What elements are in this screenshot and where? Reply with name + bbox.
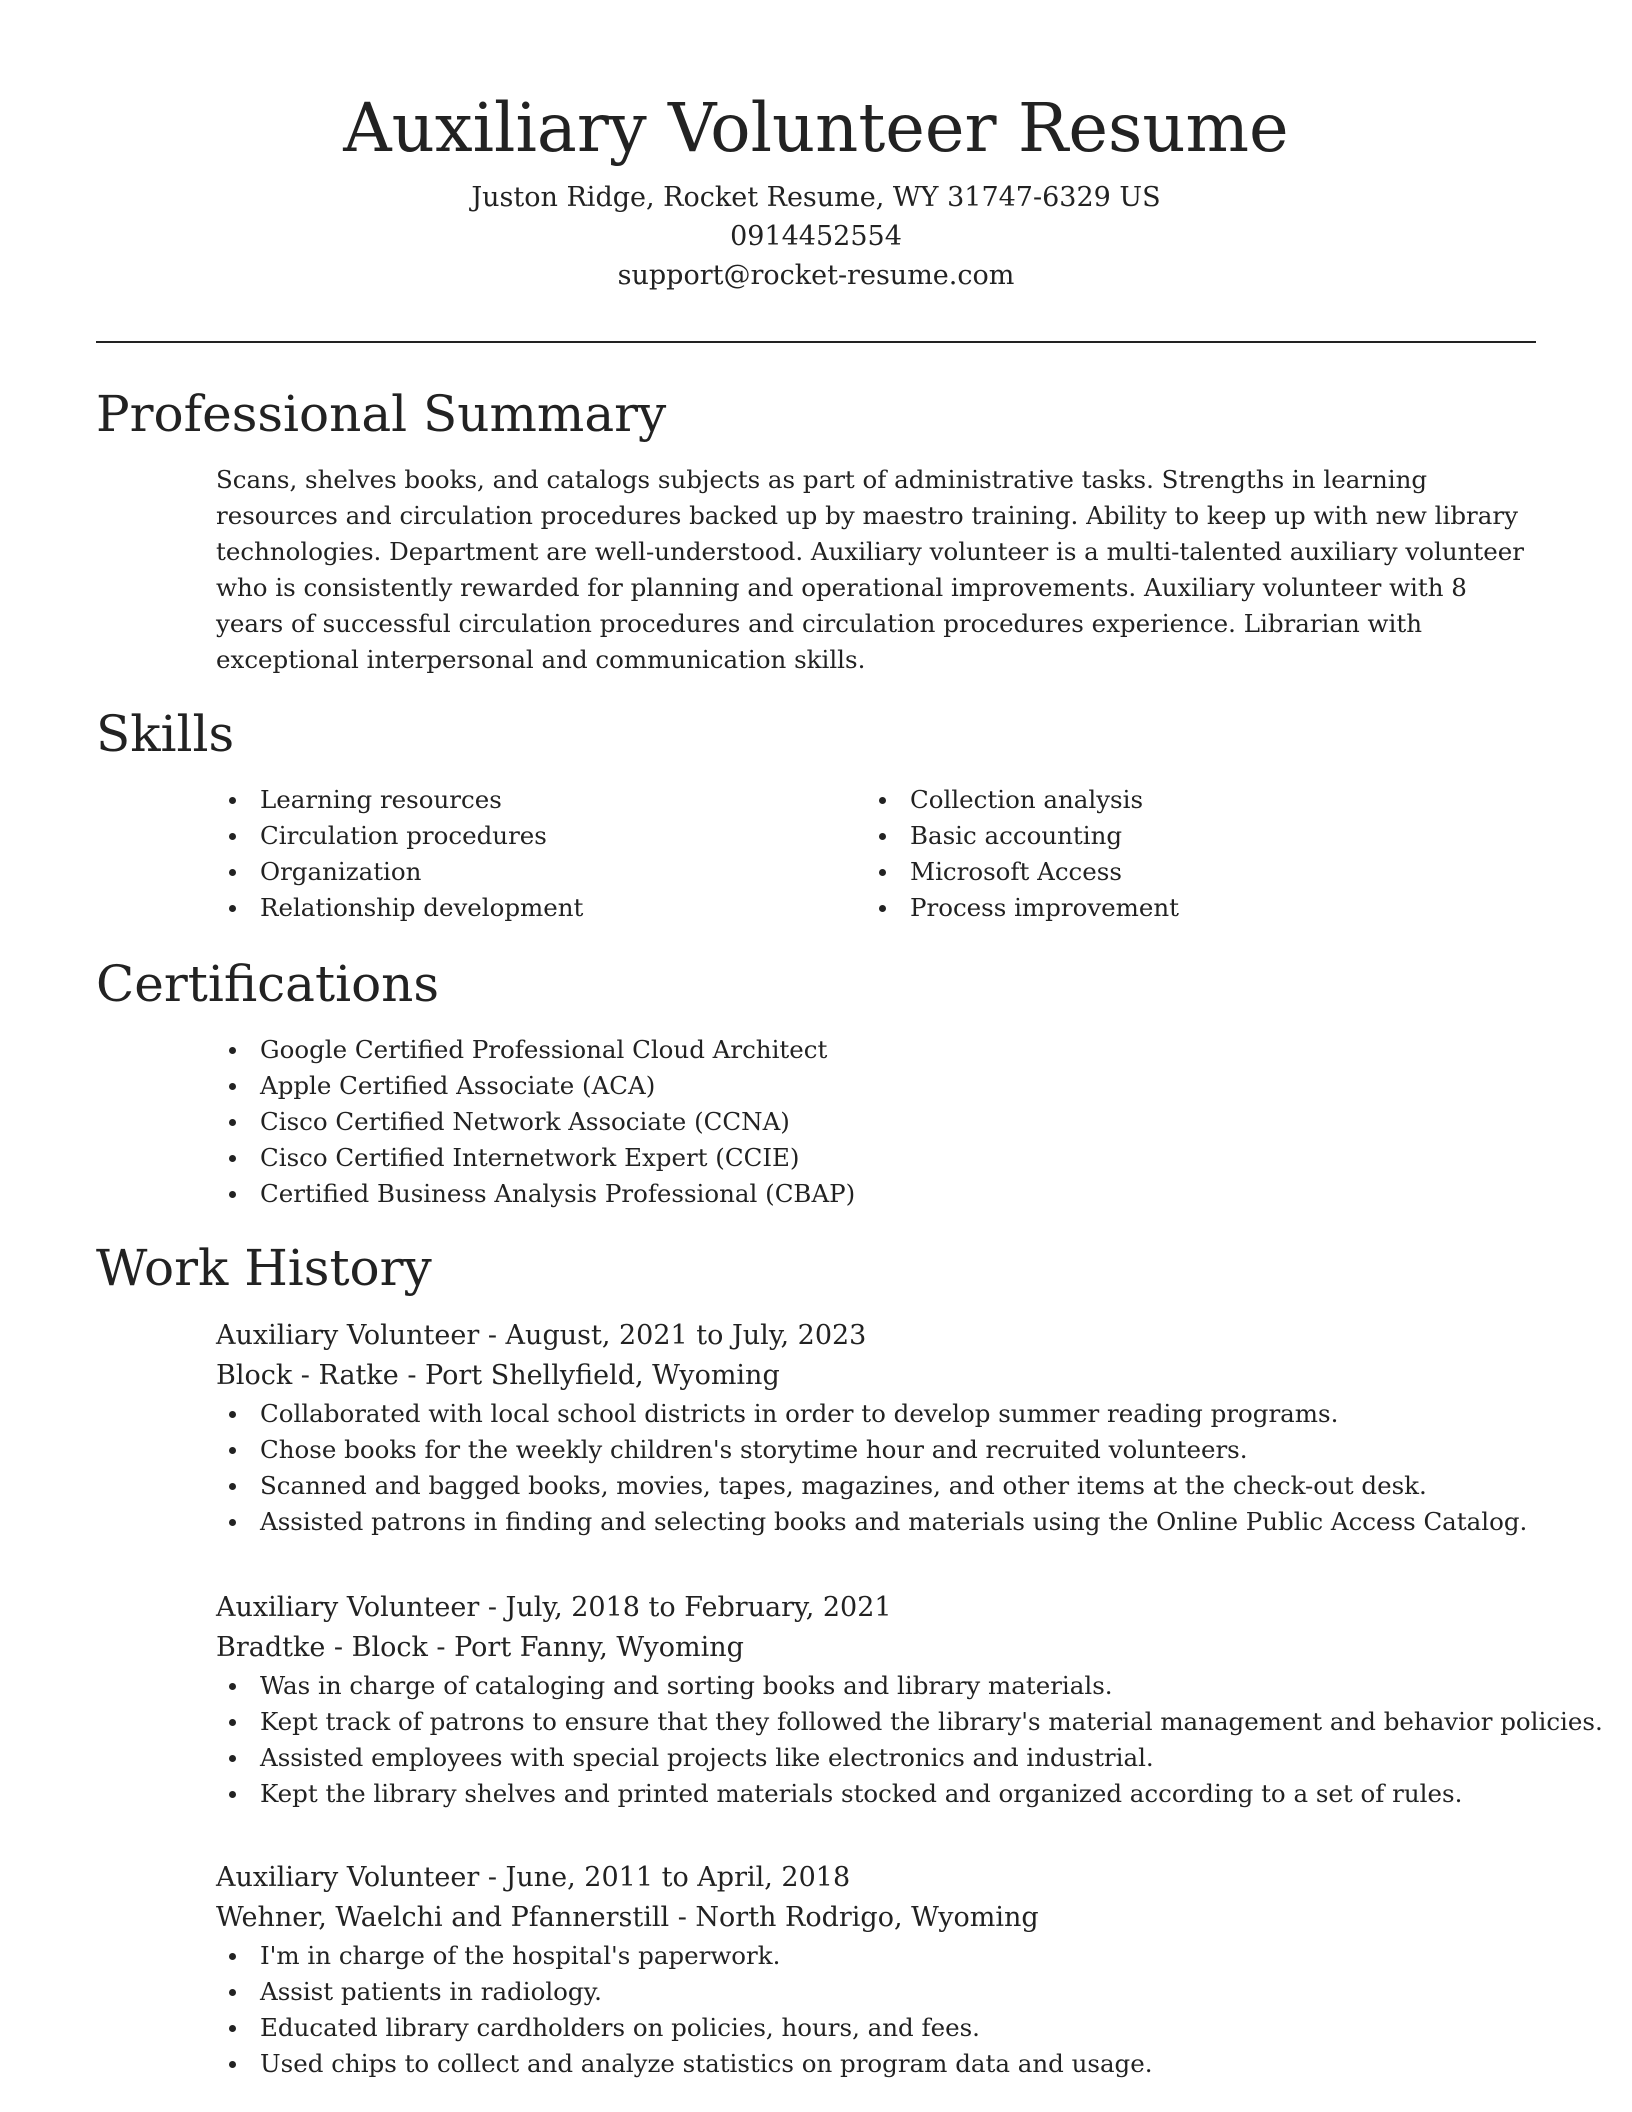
list-item: Apple Certified Associate (ACA)	[216, 1068, 855, 1104]
list-item: Certified Business Analysis Professional (CBAP)	[216, 1176, 855, 1212]
resume-header	[96, 80, 1536, 295]
list-item: Educated library cardholders on policies, hours, and fees.	[216, 2010, 1538, 2046]
job-title-line: Auxiliary Volunteer - July, 2018 to February, 2021	[216, 1592, 892, 1623]
list-item: Used chips to collect and analyze statistics on program data and usage.	[216, 2046, 1538, 2082]
skills-column-left	[216, 782, 856, 926]
contact-email: support@rocket-resume.com	[617, 260, 1015, 291]
list-item: Relationship development	[216, 890, 856, 926]
list-item: Assisted patrons in finding and selecting books and materials using the Online Public Access Catalog.	[216, 1504, 1538, 1540]
list-item: Chose books for the weekly children's storytime hour and recruited volunteers.	[216, 1432, 1538, 1468]
job-entry	[216, 1316, 1538, 1540]
list-item: Collaborated with local school districts in order to develop summer reading programs.	[216, 1396, 1538, 1432]
list-item: Was in charge of cataloging and sorting books and library materials.	[216, 1668, 1538, 1704]
job-entry	[216, 1588, 1603, 1812]
list-item: Cisco Certified Internetwork Expert (CCIE)	[216, 1140, 855, 1176]
job-company-line: Bradtke - Block - Port Fanny, Wyoming	[216, 1632, 744, 1663]
list-item: Cisco Certified Network Associate (CCNA)	[216, 1104, 855, 1140]
list-item: Circulation procedures	[216, 818, 856, 854]
certifications-list	[216, 1032, 855, 1212]
list-item: Kept the library shelves and printed materials stocked and organized according to a set of rules.	[216, 1776, 1538, 1812]
list-item: Process improvement	[866, 890, 1506, 926]
header-divider	[96, 341, 1536, 343]
job-title-line: Auxiliary Volunteer - June, 2011 to April, 2018	[216, 1862, 851, 1893]
section-title-summary: Professional Summary	[96, 385, 667, 443]
list-item: Assisted employees with special projects like electronics and industrial.	[216, 1740, 1538, 1776]
list-item: Learning resources	[216, 782, 856, 818]
list-item: Assist patients in radiology.	[216, 1974, 1538, 2010]
job-title-line: Auxiliary Volunteer - August, 2021 to July, 2023	[216, 1320, 867, 1351]
job-bullets	[216, 1396, 1538, 1540]
job-company-line: Wehner, Waelchi and Pfannerstill - North Rodrigo, Wyoming	[216, 1902, 1039, 1933]
section-title-work-history: Work History	[96, 1239, 432, 1297]
list-item: Scanned and bagged books, movies, tapes, magazines, and other items at the check-out desk.	[216, 1468, 1538, 1504]
list-item: Basic accounting	[866, 818, 1506, 854]
contact-address: Juston Ridge, Rocket Resume, WY 31747-6329 US	[471, 182, 1161, 213]
job-bullets	[216, 1938, 1538, 2082]
list-item: Microsoft Access	[866, 854, 1506, 890]
resume-title: Auxiliary Volunteer Resume	[343, 89, 1289, 167]
list-item: Organization	[216, 854, 856, 890]
summary-text: Scans, shelves books, and catalogs subjects as part of administrative tasks. Strengths in learning resources and circulation procedures backed up by maestro training. Ability to keep up with new library technologies. Department are well-understood. Auxiliary volunteer is a multi-talented auxiliary volunteer who is consistently rewarded for planning and operational improvements. Auxiliary volunteer with 8 years of successful circulation procedures and circulation procedures experience. Librarian with exceptional interpersonal and communication skills.	[216, 465, 1524, 674]
section-title-skills: Skills	[96, 705, 235, 763]
certifications-block	[216, 1032, 855, 1212]
job-entry	[216, 1858, 1538, 2082]
list-item: Collection analysis	[866, 782, 1506, 818]
skills-column-right	[866, 782, 1506, 926]
list-item: Google Certified Professional Cloud Architect	[216, 1032, 855, 1068]
list-item: I'm in charge of the hospital's paperwork.	[216, 1938, 1538, 1974]
skills-list-right	[866, 782, 1506, 926]
job-company-line: Block - Ratke - Port Shellyfield, Wyoming	[216, 1360, 780, 1391]
list-item: Kept track of patrons to ensure that they followed the library's material management and behavior policies.	[216, 1704, 1538, 1740]
contact-phone: 0914452554	[730, 221, 902, 252]
skills-list-left	[216, 782, 856, 926]
job-bullets	[216, 1668, 1603, 1812]
section-title-certifications: Certifications	[96, 955, 440, 1013]
